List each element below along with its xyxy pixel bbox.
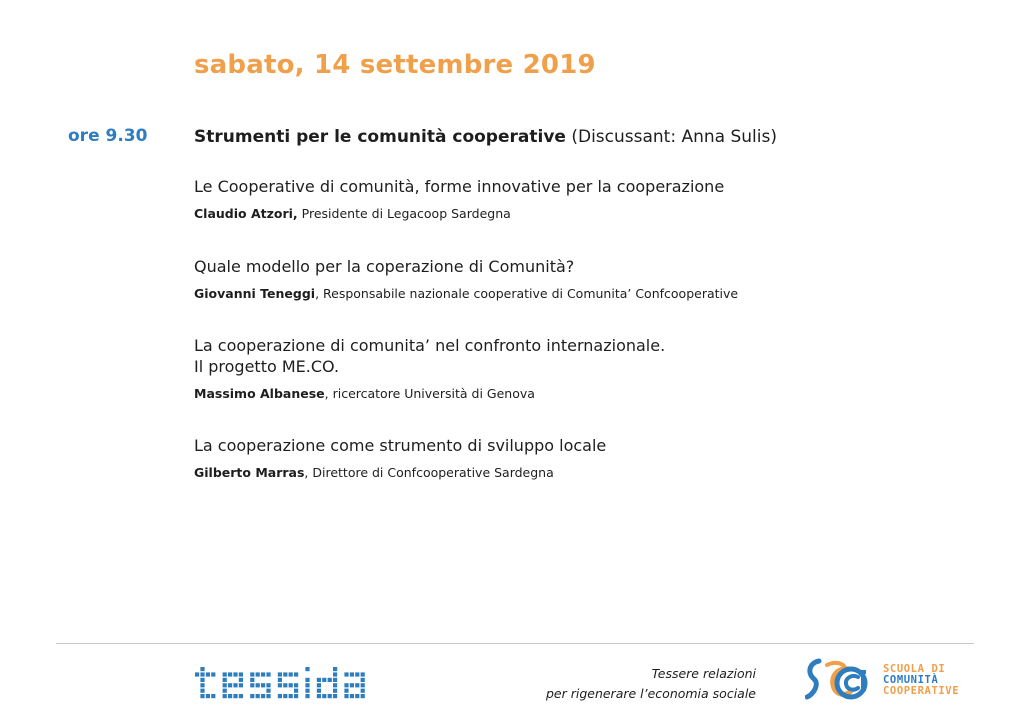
speaker-role: , ricercatore Università di Genova bbox=[324, 386, 535, 401]
tagline-line: Tessere relazioni bbox=[651, 666, 756, 681]
speaker-role: , Responsabile nazionale cooperative di Comunita’ Confcooperative bbox=[315, 286, 739, 301]
talk-item bbox=[194, 435, 974, 480]
talk-item bbox=[194, 256, 974, 301]
session-title: Strumenti per le comunità cooperative bbox=[194, 127, 566, 147]
talk-title: Le Cooperative di comunità, forme innovative per la cooperazione bbox=[194, 177, 725, 196]
talk-title bbox=[194, 335, 974, 377]
tessida-logo bbox=[194, 664, 410, 706]
speaker-name: Gilberto Marras bbox=[194, 465, 305, 480]
session-heading bbox=[194, 127, 974, 147]
talk-item bbox=[194, 176, 974, 221]
talk-speaker bbox=[194, 206, 974, 221]
school-logo-mark bbox=[805, 655, 877, 709]
session-time: ore 9.30 bbox=[68, 126, 148, 146]
talk-title: La cooperazione come strumento di sviluppo locale bbox=[194, 436, 607, 455]
speaker-name: Giovanni Teneggi bbox=[194, 286, 316, 301]
talk-title-line: La cooperazione di comunita’ nel confronto internazionale. bbox=[194, 336, 666, 355]
school-logo-line: SCUOLA DI bbox=[883, 663, 946, 675]
school-logo-icon bbox=[805, 655, 877, 705]
talk-speaker bbox=[194, 386, 974, 401]
footer-divider bbox=[56, 643, 974, 644]
talk-title-line: Il progetto ME.CO. bbox=[194, 357, 340, 376]
school-logo-text bbox=[883, 664, 959, 697]
talk-title: Quale modello per la coperazione di Comunità? bbox=[194, 257, 575, 276]
school-logo-line: COOPERATIVE bbox=[883, 685, 960, 697]
talk-speaker bbox=[194, 286, 974, 301]
school-logo-line: COMUNITÀ bbox=[883, 674, 939, 686]
talk-item bbox=[194, 335, 974, 401]
speaker-role: Presidente di Legacoop Sardegna bbox=[297, 206, 511, 221]
speaker-name: Massimo Albanese bbox=[194, 386, 325, 401]
speaker-role: , Direttore di Confcooperative Sardegna bbox=[304, 465, 554, 480]
event-date: sabato, 14 settembre 2019 bbox=[194, 50, 596, 80]
tagline-line: per rigenerare l’economia sociale bbox=[545, 686, 756, 701]
speaker-name: Claudio Atzori, bbox=[194, 206, 298, 221]
session-discussant: (Discussant: Anna Sulis) bbox=[571, 127, 777, 147]
footer-tagline bbox=[520, 664, 756, 704]
talk-speaker bbox=[194, 465, 974, 480]
tessida-logo-icon bbox=[194, 664, 410, 702]
